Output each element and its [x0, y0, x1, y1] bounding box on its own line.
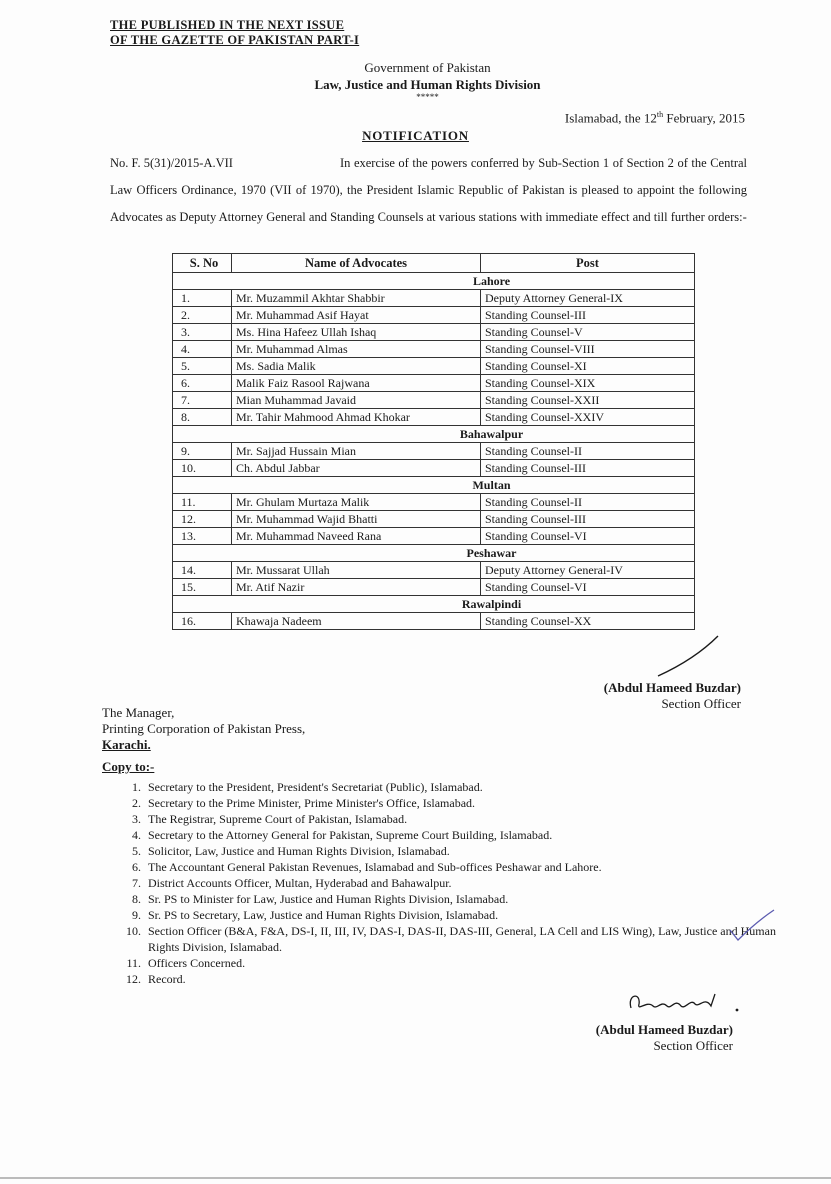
post-title: Deputy Attorney General-IX	[481, 290, 695, 307]
advocate-name: Ms. Hina Hafeez Ullah Ishaq	[232, 324, 481, 341]
serial-number: 8.	[173, 409, 232, 426]
advocate-name: Malik Faiz Rasool Rajwana	[232, 375, 481, 392]
list-item: 11. Officers Concerned.	[144, 955, 784, 971]
table-row	[173, 613, 695, 630]
post-title: Standing Counsel-XI	[481, 358, 695, 375]
post-title: Standing Counsel-XIX	[481, 375, 695, 392]
signatory-block-2	[596, 1022, 733, 1054]
body-text: In exercise of the powers conferred by Sub-Section 1 of Section 2 of the Central Law Officers Ordinance, 1970 (VII of 1970), the President Islamic Republic of Pakistan is pleased to appoint the following Advocates as Deputy Attorney General and Standing Counsels at various stations with immediate effect and till further orders:-	[110, 156, 747, 224]
post-title: Deputy Attorney General-IV	[481, 562, 695, 579]
table-row	[173, 579, 695, 596]
serial-number: 6.	[173, 375, 232, 392]
advocate-name: Mr. Muhammad Wajid Bhatti	[232, 511, 481, 528]
post-title: Standing Counsel-III	[481, 307, 695, 324]
advocate-name: Mr. Muhammad Almas	[232, 341, 481, 358]
gazette-line-1: THE PUBLISHED IN THE NEXT ISSUE	[110, 18, 345, 32]
government-heading: Government of Pakistan	[364, 60, 491, 75]
list-item: 5. Solicitor, Law, Justice and Human Rights Division, Islamabad.	[144, 843, 784, 859]
header-stars: *****	[416, 92, 439, 102]
column-header: Name of Advocates	[232, 254, 481, 273]
city-label: Lahore	[173, 273, 695, 290]
addressee-line-1: The Manager,	[102, 705, 175, 720]
table-row	[173, 290, 695, 307]
serial-number: 11.	[173, 494, 232, 511]
serial-number: 10.	[173, 460, 232, 477]
table-row	[173, 392, 695, 409]
advocate-name: Mr. Muhammad Naveed Rana	[232, 528, 481, 545]
post-title: Standing Counsel-II	[481, 443, 695, 460]
city-section-row	[173, 477, 695, 494]
list-item: 10. Section Officer (B&A, F&A, DS-I, II, III, IV, DAS-I, DAS-II, DAS-III, General, LA Cell and LIS Wing), Law, Justice and Human Rights Division, Islamabad.	[144, 923, 784, 955]
reference-number: No. F. 5(31)/2015-A.VII	[110, 156, 233, 170]
copy-to-list	[108, 779, 784, 987]
signature-scribble	[625, 988, 745, 1020]
serial-number: 2.	[173, 307, 232, 324]
post-title: Standing Counsel-XXIV	[481, 409, 695, 426]
serial-number: 4.	[173, 341, 232, 358]
post-title: Standing Counsel-XXII	[481, 392, 695, 409]
table-row	[173, 324, 695, 341]
city-section-row	[173, 273, 695, 290]
post-title: Standing Counsel-XX	[481, 613, 695, 630]
table-row	[173, 494, 695, 511]
notification-body	[110, 150, 747, 231]
signatory-block	[604, 680, 741, 712]
advocate-name: Khawaja Nadeem	[232, 613, 481, 630]
list-item: 8. Sr. PS to Minister for Law, Justice and Human Rights Division, Islamabad.	[144, 891, 784, 907]
post-title: Standing Counsel-II	[481, 494, 695, 511]
list-item: 7. District Accounts Officer, Multan, Hyderabad and Bahawalpur.	[144, 875, 784, 891]
addressee-line-2: Printing Corporation of Pakistan Press,	[102, 721, 306, 736]
serial-number: 13.	[173, 528, 232, 545]
serial-number: 1.	[173, 290, 232, 307]
copy-to-title: Copy to:-	[102, 759, 155, 774]
post-title: Standing Counsel-III	[481, 511, 695, 528]
table-row	[173, 460, 695, 477]
serial-number: 15.	[173, 579, 232, 596]
addressee-block	[102, 705, 305, 753]
table-row	[173, 528, 695, 545]
advocate-name: Mr. Tahir Mahmood Ahmad Khokar	[232, 409, 481, 426]
advocate-name: Mr. Muzammil Akhtar Shabbir	[232, 290, 481, 307]
city-label: Rawalpindi	[173, 596, 695, 613]
advocate-name: Mian Muhammad Javaid	[232, 392, 481, 409]
notification-title: NOTIFICATION	[362, 128, 469, 143]
signatory-designation-2: Section Officer	[653, 1038, 733, 1053]
table-row	[173, 358, 695, 375]
serial-number: 3.	[173, 324, 232, 341]
addressee-city: Karachi.	[102, 737, 151, 752]
city-section-row	[173, 545, 695, 562]
table-row	[173, 409, 695, 426]
list-item: 9. Sr. PS to Secretary, Law, Justice and Human Rights Division, Islamabad.	[144, 907, 784, 923]
table-row	[173, 562, 695, 579]
advocate-name: Ms. Sadia Malik	[232, 358, 481, 375]
column-header: Post	[481, 254, 695, 273]
list-item: 4. Secretary to the Attorney General for Pakistan, Supreme Court Building, Islamabad.	[144, 827, 784, 843]
advocate-name: Ch. Abdul Jabbar	[232, 460, 481, 477]
signatory-name-2: (Abdul Hameed Buzdar)	[595, 1022, 733, 1037]
gazette-line-2: OF THE GAZETTE OF PAKISTAN PART-I	[110, 33, 360, 47]
table-row	[173, 307, 695, 324]
city-section-row	[173, 426, 695, 443]
city-label: Multan	[173, 477, 695, 494]
advocate-name: Mr. Muhammad Asif Hayat	[232, 307, 481, 324]
list-item: 3. The Registrar, Supreme Court of Pakistan, Islamabad.	[144, 811, 784, 827]
table-row	[173, 443, 695, 460]
advocate-name: Mr. Sajjad Hussain Mian	[232, 443, 481, 460]
post-title: Standing Counsel-VI	[481, 528, 695, 545]
city-label: Bahawalpur	[173, 426, 695, 443]
serial-number: 9.	[173, 443, 232, 460]
list-item: 6. The Accountant General Pakistan Revenues, Islamabad and Sub-offices Peshawar and Lahore.	[144, 859, 784, 875]
serial-number: 7.	[173, 392, 232, 409]
signatory-designation: Section Officer	[661, 696, 741, 711]
signatory-name: (Abdul Hameed Buzdar)	[603, 680, 741, 695]
advocate-name: Mr. Mussarat Ullah	[232, 562, 481, 579]
serial-number: 16.	[173, 613, 232, 630]
table-row	[173, 375, 695, 392]
table-row	[173, 341, 695, 358]
serial-number: 5.	[173, 358, 232, 375]
check-mark-icon	[728, 908, 778, 948]
advocate-name: Mr. Ghulam Murtaza Malik	[232, 494, 481, 511]
post-title: Standing Counsel-V	[481, 324, 695, 341]
post-title: Standing Counsel-VI	[481, 579, 695, 596]
city-section-row	[173, 596, 695, 613]
post-title: Standing Counsel-III	[481, 460, 695, 477]
division-heading: Law, Justice and Human Rights Division	[314, 77, 541, 92]
list-item: 1. Secretary to the President, President's Secretariat (Public), Islamabad.	[144, 779, 784, 795]
serial-number: 12.	[173, 511, 232, 528]
signature-stroke	[640, 632, 730, 682]
advocates-table	[172, 253, 695, 630]
date-line: Islamabad, the 12th February, 2015	[564, 110, 745, 126]
city-label: Peshawar	[173, 545, 695, 562]
serial-number: 14.	[173, 562, 232, 579]
list-item: 12. Record.	[144, 971, 784, 987]
advocate-name: Mr. Atif Nazir	[232, 579, 481, 596]
list-item: 2. Secretary to the Prime Minister, Prime Minister's Office, Islamabad.	[144, 795, 784, 811]
column-header: S. No	[173, 254, 232, 273]
post-title: Standing Counsel-VIII	[481, 341, 695, 358]
page-bottom-edge	[0, 1177, 831, 1179]
table-row	[173, 511, 695, 528]
